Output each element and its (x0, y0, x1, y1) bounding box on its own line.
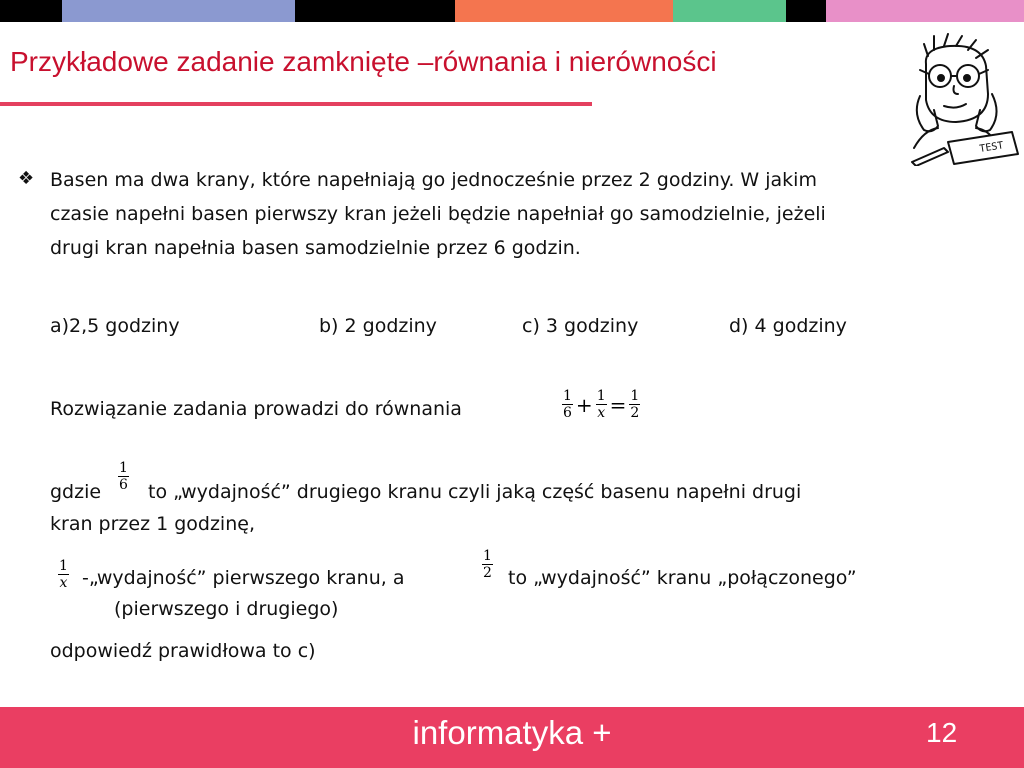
fraction-one-over-x: $\frac{1}{x}$ (59, 558, 68, 591)
answer-d: d) 4 godziny (729, 315, 847, 337)
page-number: 12 (926, 717, 958, 748)
task-paragraph (50, 163, 826, 265)
equation-fraction-3: $\frac{1}{2}$ (630, 388, 640, 421)
solution-intro: Rozwiązanie zadania prowadzi do równania (50, 398, 462, 420)
bar-segment-black-1 (0, 0, 62, 22)
where-word: gdzie (50, 481, 102, 503)
bar-segment-blue (62, 0, 295, 22)
title-underline (0, 102, 592, 106)
student-test-cartoon-icon (904, 30, 1020, 166)
top-color-bar (0, 0, 1024, 22)
where-fraction: $\frac{1}{6}$ (119, 460, 128, 493)
equation-fraction-1: $\frac{1}{6}$ (563, 388, 572, 421)
task-line-3: drugi kran napełnia basen samodzielnie przez 6 godzin. (50, 237, 581, 259)
first-tap-explanation: -„wydajność” pierwszego kranu, a (82, 567, 405, 589)
diamond-bullet-icon: ❖ (18, 168, 35, 189)
equation (562, 388, 640, 421)
answer-c: c) 3 godziny (522, 315, 639, 337)
footer-label: informatyka + (412, 714, 612, 751)
slide-title: Przykładowe zadanie zamknięte –równania i nierówności (10, 46, 717, 77)
test-paper-label: TEST (978, 140, 1005, 155)
bar-segment-green (673, 0, 786, 22)
answer-a: a)2,5 godziny (50, 315, 180, 337)
equation-fraction-2: $\frac{1}{x}$ (596, 388, 606, 421)
task-line-1: Basen ma dwa krany, które napełniają go jednocześnie przez 2 godziny. W jakim (50, 169, 817, 191)
combined-tap-explanation-line-2: (pierwszego i drugiego) (114, 598, 339, 620)
equals-sign: = (609, 392, 627, 417)
combined-tap-explanation: to „wydajność” kranu „połączonego” (508, 567, 857, 589)
bar-segment-black-2 (295, 0, 455, 22)
task-line-2: czasie napełni basen pierwszy kran jeżeli będzie napełniał go samodzielnie, jeżeli (50, 203, 826, 225)
bar-segment-pink (826, 0, 1024, 22)
where-explanation: to „wydajność” drugiego kranu czyli jaką część basenu napełni drugi (148, 481, 802, 503)
answer-b: b) 2 godziny (319, 315, 437, 337)
plus-sign: + (575, 392, 593, 417)
bar-segment-black-3 (786, 0, 826, 22)
fraction-one-half: $\frac{1}{2}$ (483, 548, 492, 581)
bar-segment-orange (455, 0, 673, 22)
correct-answer: odpowiedź prawidłowa to c) (50, 640, 316, 662)
where-explanation-line-2: kran przez 1 godzinę, (50, 513, 255, 535)
